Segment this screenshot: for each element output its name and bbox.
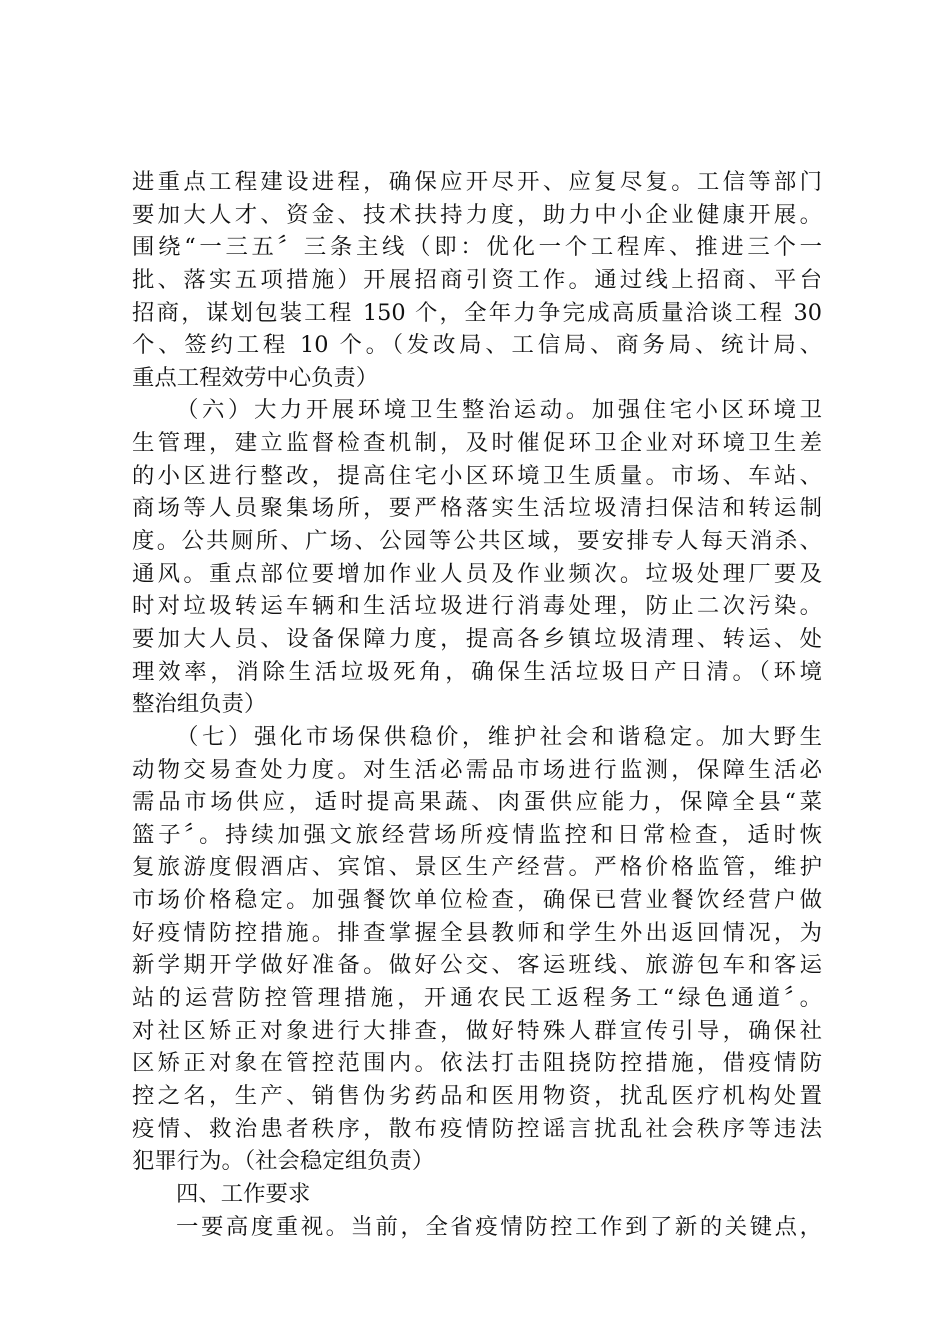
- text-line: 整治组负责）: [132, 691, 267, 718]
- text-line: 时对垃圾转运车辆和生活垃圾进行消毒处理，防止二次污染。: [132, 593, 822, 620]
- text-line: 站的运营防控管理措施，开通农民工返程务工“绿色通道〞。: [132, 985, 822, 1012]
- text-line: 重点工程效劳中心负责）: [132, 364, 379, 391]
- text-line: 进重点工程建设进程，确保应开尽开、应复尽复。工信等部门: [132, 169, 822, 195]
- text-line: 要加大人才、资金、技术扶持力度，助力中小企业健康开展。: [132, 201, 822, 228]
- text-line: 区矫正对象在管控范围内。依法打击阻挠防控措施，借疫情防: [132, 1050, 822, 1077]
- text-line: 复旅游度假酒店、宾馆、景区生产经营。严格价格监管，维护: [132, 854, 822, 881]
- section-4-heading: 四、工作要求: [176, 1180, 311, 1207]
- text-line: 的小区进行整改，提高住宅小区环境卫生质量。市场、车站、: [132, 462, 822, 489]
- text-line: 个、签约工程 10 个。（发改局、工信局、商务局、统计局、: [132, 332, 822, 359]
- text-line: 市场价格稳定。加强餐饮单位检查，确保已营业餐饮经营户做: [132, 887, 822, 914]
- document-body: [132, 166, 822, 1243]
- text-line: 批、落实五项措施）开展招商引资工作。通过线上招商、平台: [132, 266, 822, 293]
- text-line: 犯罪行为。（社会稳定组负责）: [132, 1148, 435, 1175]
- text-line: 篮子〞。持续加强文旅经营场所疫情监控和日常检查，适时恢: [132, 821, 822, 848]
- text-line: 新学期开学做好准备。做好公交、客运班线、旅游包车和客运: [132, 952, 822, 979]
- text-line: 通风。重点部位要增加作业人员及作业频次。垃圾处理厂要及: [132, 560, 822, 587]
- text-line: 动物交易查处力度。对生活必需品市场进行监测，保障生活必: [132, 756, 822, 783]
- text-line: 围绕“一三五〞三条主线（即：优化一个工程库、推进三个一: [132, 234, 822, 261]
- text-line: 要加大人员、设备保障力度，提高各乡镇垃圾清理、转运、处: [132, 625, 822, 652]
- text-line: 度。公共厕所、广场、公园等公共区域，要安排专人每天消杀、: [132, 528, 822, 555]
- text-line: 商场等人员聚集场所，要严格落实生活垃圾清扫保洁和转运制: [132, 495, 822, 522]
- text-line: 好疫情防控措施。排查掌握全县教师和学生外出返回情况，为: [132, 919, 822, 946]
- text-line: 一要高度重视。当前，全省疫情防控工作到了新的关键点，: [176, 1213, 822, 1240]
- text-line: 生管理，建立监督检查机制，及时催促环卫企业对环境卫生差: [132, 430, 822, 457]
- text-line: 疫情、救治患者秩序，散布疫情防控谣言扰乱社会秩序等违法: [132, 1115, 822, 1142]
- text-line: 需品市场供应，适时提高果蔬、肉蛋供应能力，保障全县“菜: [132, 789, 822, 816]
- text-line: 对社区矫正对象进行大排查，做好特殊人群宣传引导，确保社: [132, 1017, 822, 1044]
- section-6-heading-line: （六）大力开展环境卫生整治运动。加强住宅小区环境卫: [176, 397, 822, 424]
- text-line: 招商，谋划包装工程 150 个，全年力争完成高质量洽谈工程 30: [132, 299, 822, 326]
- text-line: 控之名，生产、销售伪劣药品和医用物资，扰乱医疗机构处置: [132, 1082, 822, 1109]
- section-7-heading-line: （七）强化市场保供稳价，维护社会和谐稳定。加大野生: [176, 723, 822, 750]
- text-line: 理效率，消除生活垃圾死角，确保生活垃圾日产日清。（环境: [132, 658, 822, 685]
